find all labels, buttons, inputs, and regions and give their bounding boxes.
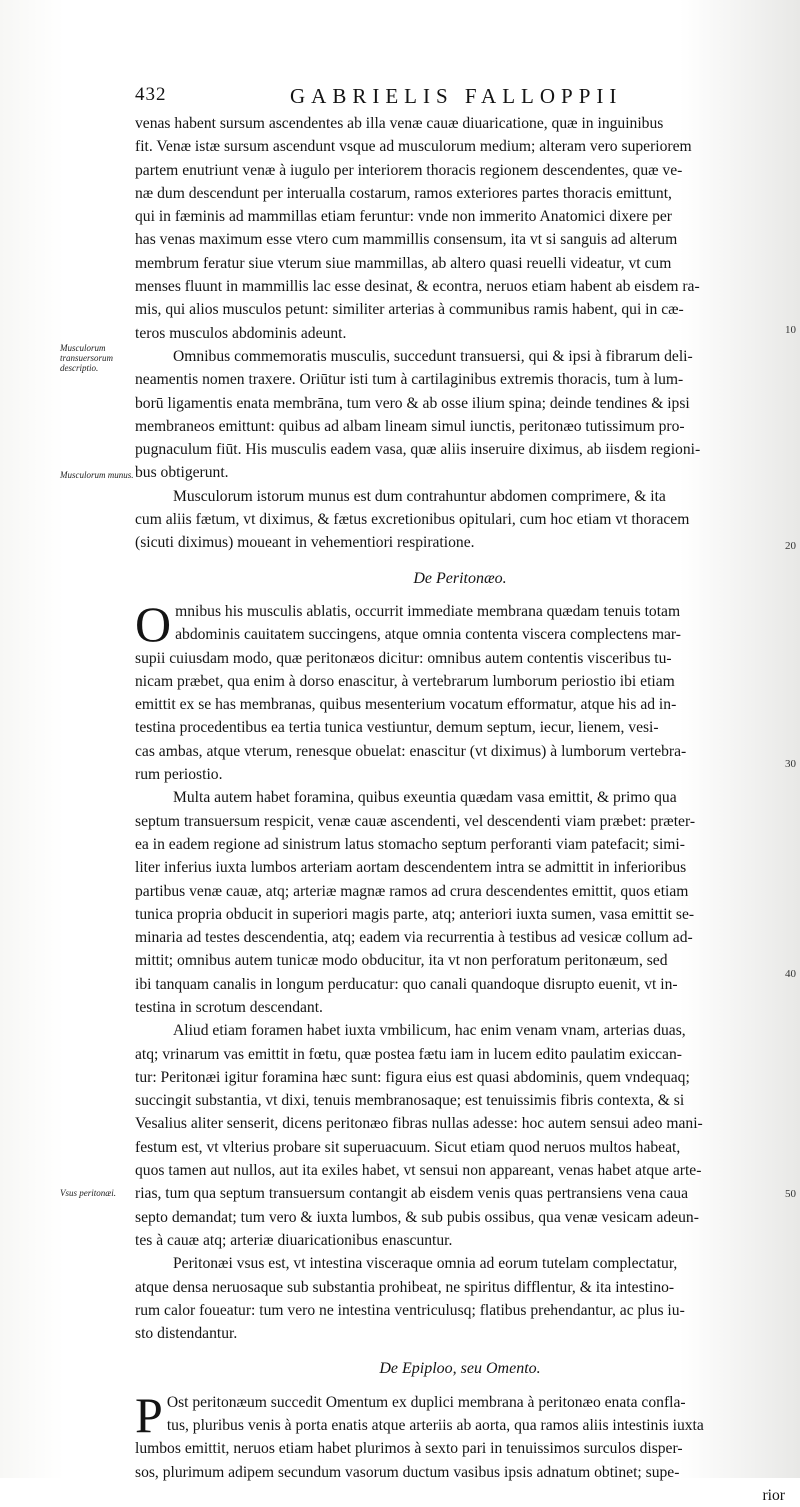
line-number: 20: [785, 540, 796, 552]
text-line: Vesalius aliter senserit, dicens peritonæo fibras nullas adesse: hoc autem sensui adeo mani-: [135, 1115, 703, 1133]
text-line: mnibus his musculis ablatis, occurrit immediate membrana quædam tenuis totam: [175, 602, 681, 620]
text-line: succingit substantia, vt dixi, tenuis membranosaque; est tenuissimis fibris contexta, & si: [135, 1092, 685, 1110]
text-line: testina in scrotum descendant.: [135, 998, 323, 1016]
text-line: festum est, vt vlterius probare sit superuacuum. Sicut etiam quod neruos multos habeat,: [135, 1138, 681, 1156]
page-header: [135, 84, 795, 112]
paragraph-venae: [135, 112, 785, 345]
text-line: tes à cauæ atq; arteriæ diuaricationibus enascuntur.: [135, 1231, 453, 1249]
paragraph-vsus: [135, 1252, 785, 1345]
text-line: borū ligamentis enata membrāna, tum vero & ab osse ilium spina; deinde tendines & ipsi: [135, 394, 690, 412]
text-line: Musculorum istorum munus est dum contrahuntur abdomen comprimere, & ita: [173, 487, 666, 505]
margin-note-munus: Musculorum munus.: [60, 470, 134, 480]
text-line: abdominis cauitatem succingens, atque omnia contenta viscera complectens mar-: [175, 626, 681, 644]
margin-note-vsus: Vsus peritonæi.: [60, 1188, 117, 1198]
text-line: venas habent sursum ascendentes ab illa venæ cauæ diuaricatione, quæ in inguinibus: [135, 115, 664, 132]
text-line: liter inferius iuxta lumbos arteriam aortam descendentem intra se admittit in inferioribus: [135, 859, 687, 877]
text-line: tus, pluribus venis à porta enatis atque arteriis ab aorta, qua ramos aliis intestinis iuxta: [166, 1417, 704, 1435]
text-line: næ dum descendunt per interualla costarum, ramos exteriores partes thoracis emittunt,: [135, 184, 672, 202]
drop-cap: P: [135, 1386, 163, 1443]
paragraph-transuersi: [135, 345, 785, 485]
page-number: 432: [135, 84, 167, 105]
text-line: emittit ex se has membranas, quibus mesenterium vocatum efformatur, atque his ad in-: [135, 696, 677, 714]
line-number: 10: [785, 324, 796, 336]
text-line: fit. Venæ istæ sursum ascendunt vsque ad musculorum medium; alteram vero superiorem: [135, 138, 692, 156]
text-line: Ost peritonæum succedit Omentum ex duplici membrana à peritonæo enata confla-: [166, 1393, 686, 1411]
paragraph-munus: [135, 485, 785, 555]
text-line: Aliud etiam foramen habet iuxta vmbilicum, hac enim venam vnam, arterias duas,: [173, 1022, 686, 1040]
text-line: menses fluunt in mammillis lac esse desinat, & econtra, neruos etiam habent ab eisdem ra-: [135, 278, 700, 296]
text-line: (sicuti diximus) moueant in vehementiori respiratione.: [135, 534, 475, 552]
text-line: neamentis nomen traxere. Oriūtur isti tum à cartilaginibus extremis thoracis, tum à lum-: [135, 371, 684, 389]
text-line: sto distendantur.: [135, 1325, 238, 1343]
text-line: teros musculos abdominis adeunt.: [135, 324, 347, 342]
line-number: 30: [785, 758, 796, 770]
text-line: quos tamen aut nullos, aut ita exiles habet, vt sensui non appareant, venas habet atque arte-: [135, 1162, 702, 1180]
drop-cap: O: [135, 595, 172, 652]
line-number: 50: [785, 1188, 796, 1200]
text-line: rum periostio.: [135, 766, 223, 784]
text-line: testina procedentibus ea tertia tunica vestiuntur, demum septum, iecur, lienem, vesi-: [135, 719, 659, 737]
text-line: Multa autem habet foramina, quibus exeuntia quædam vasa emittit, & primo qua: [173, 789, 677, 807]
text-line: ea in eadem regione ad sinistrum latus stomacho septum perforanti viam patefacit; simi-: [135, 835, 685, 853]
text-line: nicam præbet, qua enim à dorso enascitur, à vertebrarum lumborum periostio ibi etiam: [135, 672, 675, 690]
text-line: partibus venæ cauæ, atq; arteriæ magnæ ramos ad crura descendentes emittit, quos etiam: [135, 882, 689, 900]
text-line: partem enutriunt venæ à iugulo per interiorem thoracis regionem descendentes, quæ ve-: [135, 161, 683, 179]
catchword: rior: [762, 1486, 785, 1504]
margin-note-transuersi: Musculorum transuersorum descriptio.: [60, 343, 114, 373]
section-heading-peritonaeo: De Peritonæo.: [413, 569, 507, 587]
paragraph-peritonaeum: [135, 595, 785, 786]
section-heading-epiploo: De Epiploo, seu Omento.: [379, 1360, 541, 1378]
running-title: GABRIELIS FALLOPPII: [290, 84, 623, 108]
text-line: septo demandat; tum vero & iuxta lumbos, & sub pubis ossibus, qua venæ vesicam adeun-: [135, 1208, 699, 1226]
text-line: mis, qui alios musculos petunt: similiter arterias à communibus ramis habent, qui in cæ-: [135, 301, 684, 319]
text-line: qui in fæminis ad mammillas etiam feruntur: vnde non immerito Anatomici dixere per: [135, 208, 673, 226]
line-number: 40: [785, 968, 796, 980]
text-line: lumbos emittit, neruos etiam habet plurimos à sexto pari in tenuissimos surculos disper-: [135, 1440, 683, 1458]
paragraph-omentum: [135, 1386, 785, 1507]
text-line: pugnaculum fiūt. His musculis eadem vasa, quæ aliis inseruire diximus, ab iisdem regioni-: [135, 441, 701, 459]
text-line: mittit; omnibus autem tunicæ modo obducitur, ita vt non perforatum peritonæum, sed: [135, 952, 668, 970]
text-line: septum transuersum respicit, venæ cauæ ascendenti, vel descendenti viam præbet: præter-: [135, 812, 696, 830]
text-line: atque densa neruosaque sub substantia prohibeat, ne spiritus difflentur, & ita intestino-: [135, 1278, 675, 1296]
text-line: Omnibus commemoratis musculis, succedunt transuersi, qui & ipsi à fibrarum deli-: [173, 347, 693, 365]
text-line: membraneos emittunt: quibus ad albam lineam simul iunctis, peritonæo tutissimum pro-: [135, 417, 685, 435]
text-line: atq; vrinarum vas emittit in fœtu, quæ postea fætu iam in lucem edito paulatim exiccan-: [135, 1045, 682, 1063]
paragraph-vmbilicum: [135, 1019, 785, 1252]
text-line: ibi tanquam canalis in longum perducatur: quo canali quandoque disrupto euenit, vt in-: [135, 975, 678, 993]
body-text: [135, 112, 785, 1507]
text-line: tunica propria obducit in superiori magis parte, atq; anteriori iuxta sumen, vasa emittit se-: [135, 905, 695, 923]
text-line: cum aliis fætum, vt diximus, & fætus excretionibus opitulari, cum hoc etiam vt thoracem: [135, 511, 690, 529]
paragraph-foramina: [135, 786, 785, 1019]
text-line: membrum feratur siue vterum siue mammillas, ab altero quasi reuelli videatur, vt cum: [135, 254, 672, 272]
text-line: rum calor foueatur: tum vero ne intestina ventriculusq; flatibus prehendantur, ac plus iu-: [135, 1301, 685, 1319]
text-line: minaria ad testes descendentia, atq; eadem via recurrentia à testibus ad vesicæ collum ad-: [135, 929, 693, 947]
text-line: supii cuiusdam modo, quæ peritonæos dicitur: omnibus autem contentis visceribus tu-: [135, 649, 672, 667]
text-line: has venas maximum esse vtero cum mammillis consensum, ita vt si sanguis ad alterum: [135, 231, 678, 249]
text-line: Peritonæi vsus est, vt intestina visceraque omnia ad eorum tutelam complectatur,: [173, 1255, 678, 1273]
text-line: bus obtigerunt.: [135, 464, 229, 482]
text-line: tur: Peritonæi igitur foramina hæc sunt: figura eius est quasi abdominis, quem vndequaq;: [135, 1068, 690, 1086]
text-line: sos, plurimum adipem secundum vasorum ductum vasibus ipsis adnatum obtinet; supe-: [135, 1463, 680, 1481]
text-line: cas ambas, atque vterum, renesque obuelat: enascitur (vt diximus) à lumborum vertebra-: [135, 742, 687, 760]
text-line: rias, tum qua septum transuersum contangit ab eisdem venis quas pertransiens vena caua: [135, 1185, 688, 1203]
